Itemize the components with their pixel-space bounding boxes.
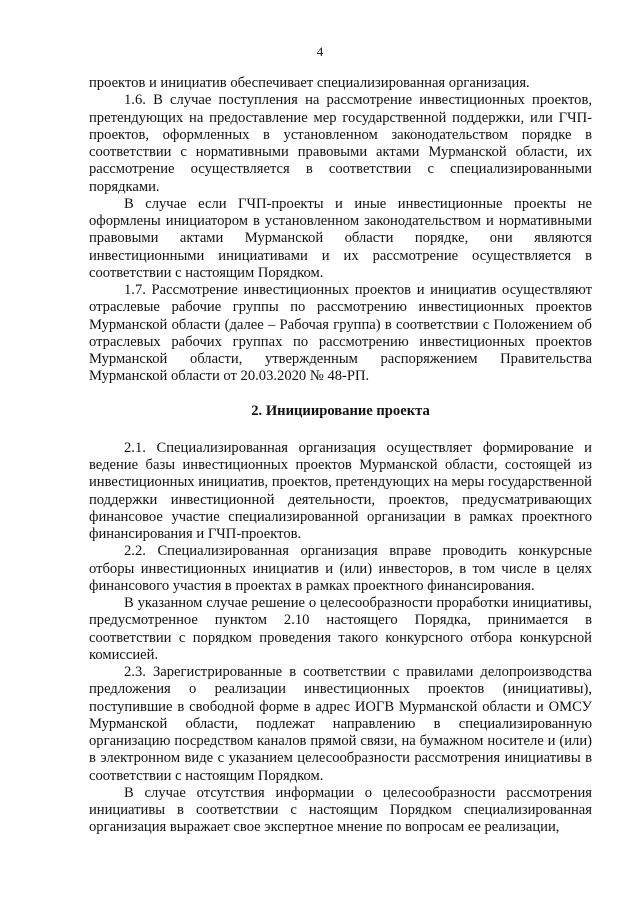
paragraph-2-1: 2.1. Специализированная организация осуществляет формирование и ведение базы инвестиционных проектов Мурманской области, состоящей из инвестиционных инициатив, проектов, претендующих на меры государственной поддержки инвестиционной деятельности, проектов, предусматривающих финансовое участие специализированной организации в рамках проектного финансирования и ГЧП-проектов. bbox=[89, 439, 592, 542]
paragraph-1-6: 1.6. В случае поступления на рассмотрение инвестиционных проектов, претендующих на предоставление мер государственной поддержки, или ГЧП-проектов, оформленных в установленном законодательством порядке в соответствии с нормативными правовыми актами Мурманской области, их рассмотрение осуществляется в соответствии с специализированными порядками. bbox=[89, 92, 592, 195]
section-heading: 2. Инициирование проекта bbox=[251, 402, 430, 419]
paragraph-2-3: 2.3. Зарегистрированные в соответствии с правилами делопроизводства предложения о реализации инвестиционных проектов (инициативы), поступившие в свободной форме в адрес ИОГВ Мурманской области и ОМСУ Мурманской области, подлежат направлению в специализированную организацию посредством каналов прямой связи, на бумажном носителе и (или) в электронном виде с указанием целесообразности рассмотрения инициативы в соответствии с настоящим Порядком. bbox=[89, 664, 592, 784]
paragraph-continuation: проектов и инициатив обеспечивает специализированная организация. bbox=[89, 75, 530, 91]
paragraph-2-3-continued: В случае отсутствия информации о целесообразности рассмотрения инициативы в соответствии с настоящим Порядком специализированная организация выражает свое экспертное мнение по вопросам ее реализации, bbox=[89, 784, 592, 836]
paragraph-1-7: 1.7. Рассмотрение инвестиционных проектов и инициатив осуществляют отраслевые рабочие группы по рассмотрению инвестиционных проектов Мурманской области (далее – Рабочая группа) в соответствии с Положением об отраслевых рабочих группах по рассмотрению инвестиционных проектов Мурманской области, утвержденным распоряжением Правительства Мурманской области от 20.03.2020 № 48-РП. bbox=[89, 282, 592, 385]
paragraph-2-2-continued: В указанном случае решение о целесообразности проработки инициативы, предусмотренное пунктом 2.10 настоящего Порядка, принимается в соответствии с порядком проведения такого конкурсного отбора конкурсной комиссией. bbox=[89, 595, 592, 663]
paragraph-2-2: 2.2. Специализированная организация вправе проводить конкурсные отборы инвестиционных инициатив и (или) инвесторов, в том числе в целях финансового участия в проектах в рамках проектного финансирования. bbox=[89, 543, 592, 594]
page-number: 4 bbox=[316, 44, 324, 59]
document-body bbox=[89, 75, 592, 837]
paragraph-1-6-continued: В случае если ГЧП-проекты и иные инвестиционные проекты не оформлены инициатором в установленном законодательством и нормативными правовыми актами Мурманской области порядке, они являются инвестиционными инициативами и их рассмотрение осуществляется в соответствии с настоящим Порядком. bbox=[89, 195, 592, 281]
